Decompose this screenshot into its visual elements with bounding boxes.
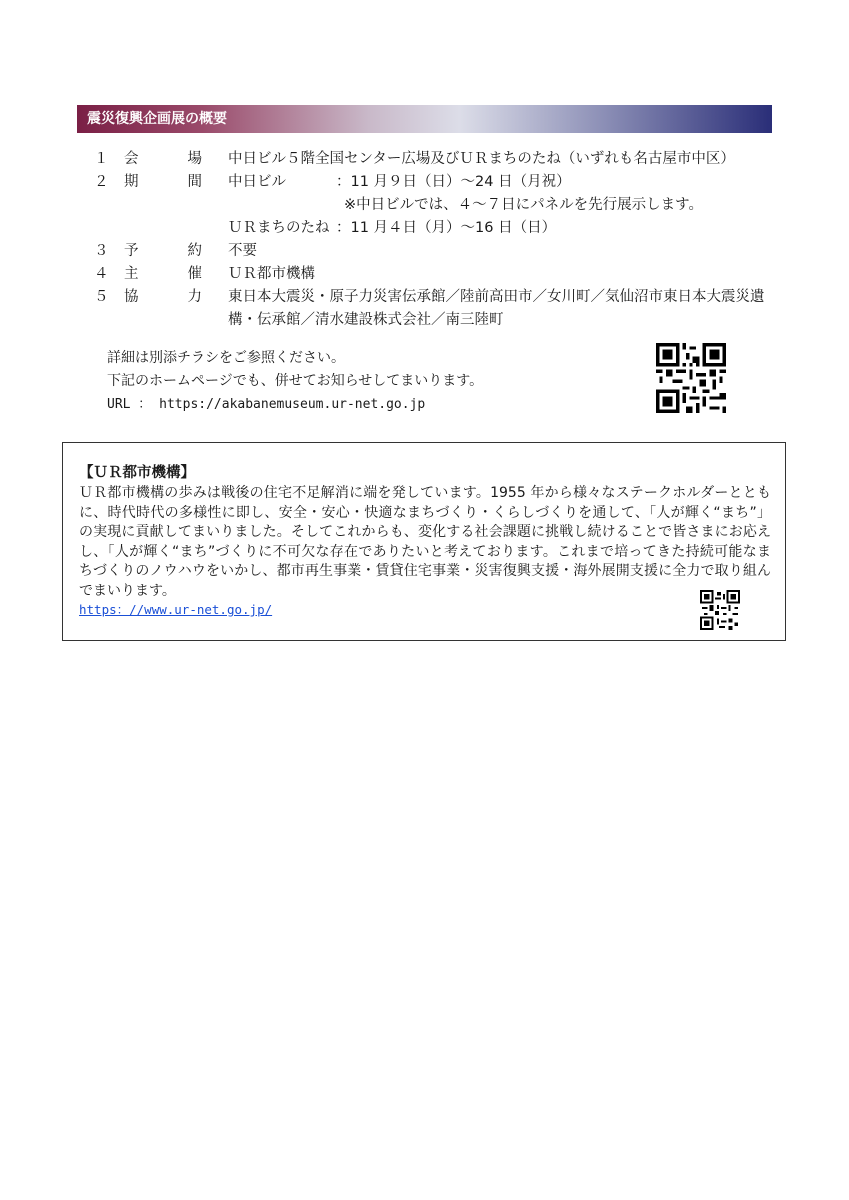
- list-item-continued: 構・伝承館／清水建設株式会社／南三陸町: [228, 312, 504, 328]
- item-label: 会 場: [124, 151, 202, 167]
- qr-code-icon[interactable]: [656, 343, 726, 413]
- list-item: [94, 171, 794, 194]
- period-venue-1: 中日ビル: [228, 174, 286, 190]
- period-row-2: [94, 217, 794, 240]
- box-body: ＵＲ都市機構の歩みは戦後の住宅不足解消に端を発しています。1955 年から様々なステークホルダーとともに、時代時代の多様性に即し、安全・安心・快適なまちづくり・くらしづくりを通して、「人が輝く“まち”」の実現に貢献してまいりました。そしてこれからも、変化する社会課題に挑戦し続けることで皆さまにお応えし、「人が輝く“まち”づくりに不可欠な存在でありたいと考えております。これまで培ってきた持続可能なまちづくりのノウハウをいかし、都市再生事業・賃貸住宅事業・災害復興支援・海外展開支援に全力で取り組んでまいります。: [79, 485, 771, 599]
- item-value: 東日本大震災・原子力災害伝承館／陸前高田市／女川町／気仙沼市東日本大震災遺: [228, 289, 765, 305]
- details-block: [107, 347, 483, 416]
- item-label: 予 約: [124, 243, 202, 259]
- item-label: 主 催: [124, 266, 202, 282]
- item-number: １: [94, 151, 109, 167]
- item-value: 中日ビル５階全国センター広場及びＵＲまちのたね（いずれも名古屋市中区）: [228, 151, 735, 167]
- box-title: 【ＵＲ都市機構】: [79, 465, 195, 481]
- list-item: [94, 240, 794, 263]
- list-item: [94, 148, 794, 171]
- period-date-2: ：11 月４日（月）～16 日（日）: [336, 220, 557, 236]
- details-url[interactable]: URL ： https://akabanemuseum.ur-net.go.jp: [107, 397, 426, 412]
- item-value: [228, 171, 794, 194]
- item-value: ＵＲ都市機構: [228, 266, 315, 282]
- period-note: ※中日ビルでは、４～７日にパネルを先行展示します。: [344, 197, 703, 213]
- item-label: 協 力: [124, 289, 202, 305]
- item-number: ５: [94, 289, 109, 305]
- ur-info-box: [62, 442, 786, 641]
- details-line-1: 詳細は別添チラシをご参照ください。: [107, 350, 345, 366]
- period-date-1: ：11 月９日（日）～24 日（月祝）: [336, 174, 571, 190]
- section-banner: 震災復興企画展の概要: [77, 105, 772, 133]
- qr-code-icon[interactable]: [700, 590, 740, 630]
- period-venue-2: ＵＲまちのたね: [228, 220, 330, 236]
- item-number: ２: [94, 174, 109, 190]
- item-number: ３: [94, 243, 109, 259]
- item-label: 期 間: [124, 174, 202, 190]
- details-line-2: 下記のホームページでも、併せてお知らせしてまいります。: [107, 373, 484, 389]
- item-number: ４: [94, 266, 109, 282]
- overview-list: [94, 148, 794, 332]
- list-item: [94, 263, 794, 286]
- item-value: 不要: [228, 243, 257, 259]
- list-item: [94, 286, 794, 309]
- ur-website-link[interactable]: https：//www.ur-net.go.jp/: [79, 602, 273, 617]
